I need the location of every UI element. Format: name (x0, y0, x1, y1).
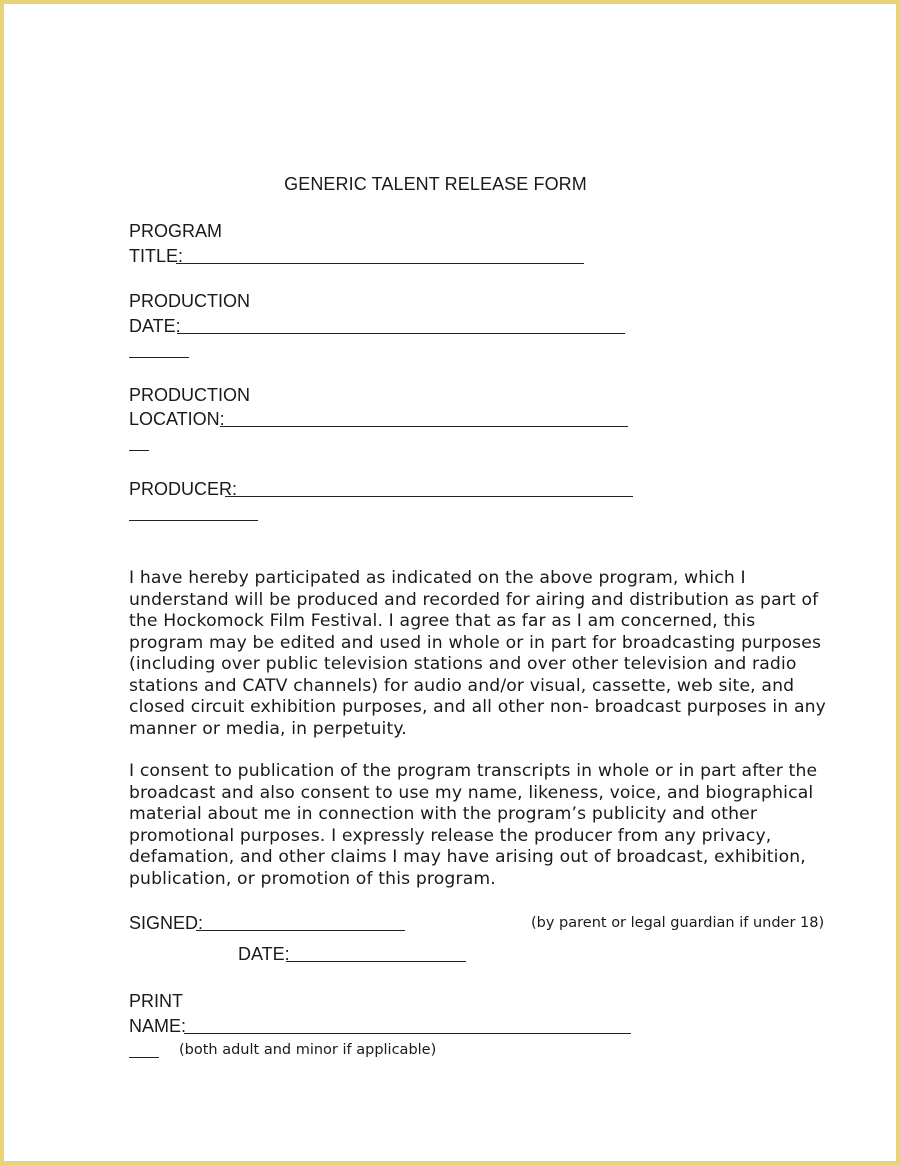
production-date-line-cont[interactable] (129, 357, 189, 358)
print-name-line-cont[interactable] (129, 1057, 159, 1058)
producer-line[interactable] (225, 496, 633, 497)
print-name-line[interactable] (184, 1033, 631, 1034)
release-paragraph-1: I have hereby participated as indicated on the above program, which I understand will be produced and recorded for airing and distribution as part of the Hockomock Film Festival. I agree that as far as I am concerned, this program may be edited and used in whole or in part for broadcasting purposes (including over public television stations and over other television and radio stations and CATV channels) for audio and/or visual, cassette, web site, and closed circuit exhibition purposes, and all other non- broadcast purposes in any manner or media, in perpetuity. (129, 568, 826, 739)
title-label: TITLE: (129, 246, 184, 266)
program-label: PROGRAM (129, 221, 223, 241)
guardian-note: (by parent or legal guardian if under 18) (531, 915, 825, 931)
production-date-label-1: PRODUCTION (129, 291, 250, 311)
signed-label: SIGNED: (129, 913, 204, 933)
production-location-label-2: LOCATION: (129, 409, 225, 429)
program-title-line[interactable] (176, 263, 584, 264)
production-location-label-1: PRODUCTION (129, 385, 250, 405)
signature-line[interactable] (196, 930, 405, 931)
form-title: GENERIC TALENT RELEASE FORM (284, 174, 587, 194)
print-label: PRINT (129, 991, 183, 1011)
production-date-line[interactable] (177, 333, 625, 334)
producer-label: PRODUCER: (129, 479, 238, 499)
producer-line-cont[interactable] (129, 520, 258, 521)
date-line[interactable] (286, 961, 466, 962)
production-location-line[interactable] (220, 426, 628, 427)
name-label: NAME: (129, 1016, 187, 1036)
production-location-line-cont[interactable] (129, 450, 149, 451)
print-name-note: (both adult and minor if applicable) (179, 1042, 437, 1058)
production-date-label-2: DATE: (129, 316, 181, 336)
release-paragraph-2: I consent to publication of the program transcripts in whole or in part after the broadcast and also consent to use my name, likeness, voice, and biographical material about me in connection with the program’s publicity and other promotional purposes. I expressly release the producer from any privacy, defamation, and other claims I may have arising out of broadcast, exhibition, publication, or promotion of this program. (129, 761, 818, 889)
date-label: DATE: (238, 944, 290, 964)
